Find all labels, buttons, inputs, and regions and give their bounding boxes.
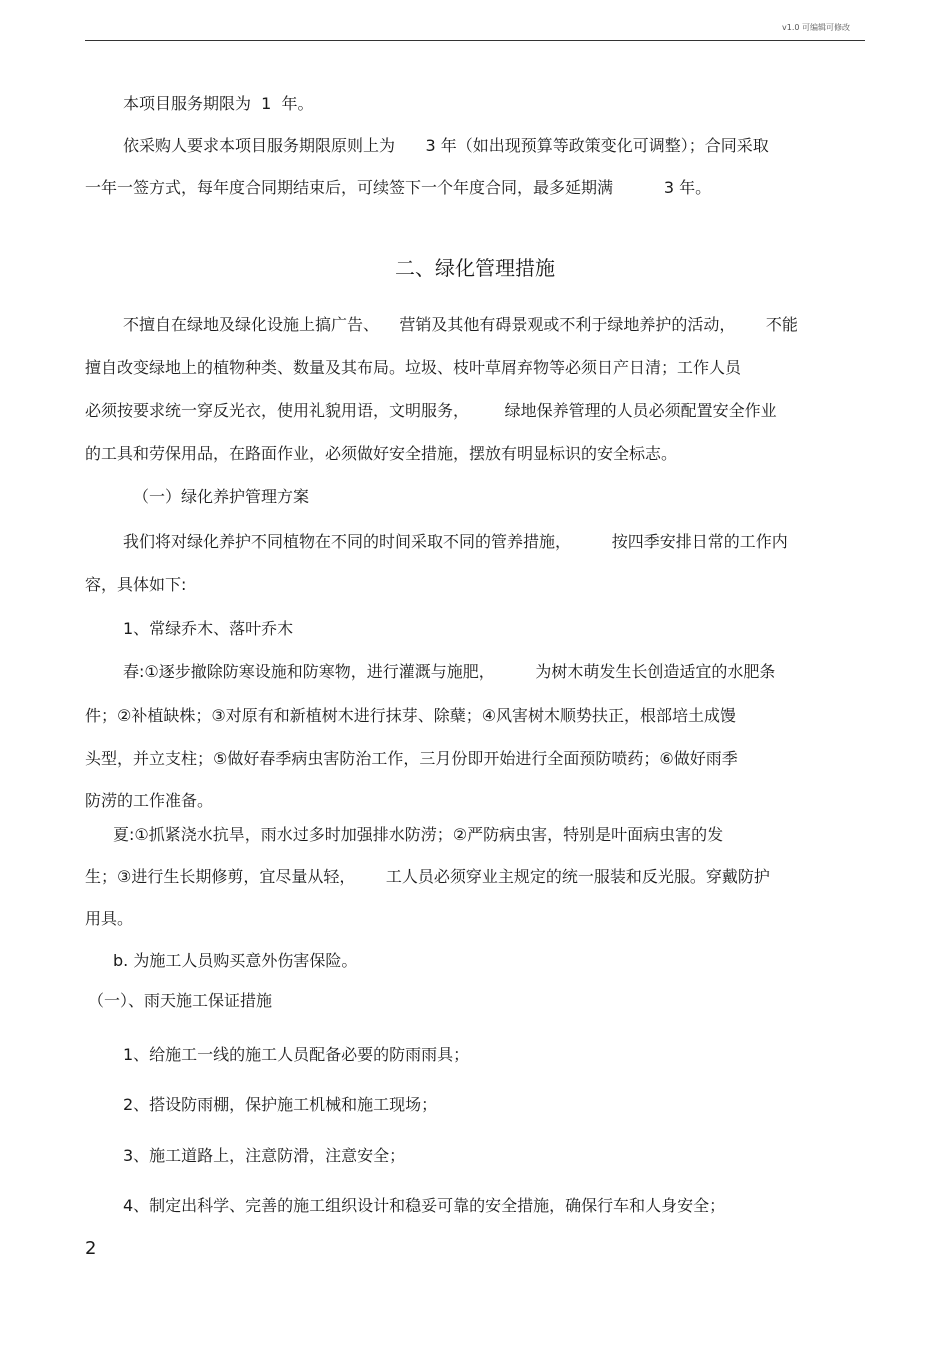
paragraph-line: 一年一签方式，每年度合同期结束后，可续签下一个年度合同，最多延期满 3 年。: [85, 178, 712, 197]
paragraph-line: 生；③进行生长期修剪，宜尽量从轻， 工人员必须穿业主规定的统一服装和反光服。穿戴防护: [85, 867, 770, 886]
page-number: 2: [85, 1238, 97, 1259]
list-item: 1、给施工一线的施工人员配备必要的防雨雨具；: [123, 1045, 470, 1064]
paragraph-line: 头型，并立支柱；⑤做好春季病虫害防治工作，三月份即开始进行全面预防喷药；⑥做好雨季: [85, 749, 738, 768]
paragraph-line: b. 为施工人员购买意外伤害保险。: [113, 951, 358, 970]
paragraph-line: 依采购人要求本项目服务期限原则上为 3 年（如出现预算等政策变化可调整）；合同采取: [123, 136, 769, 155]
paragraph-line: 擅自改变绿地上的植物种类、数量及其布局。垃圾、枝叶草屑弃物等必须日产日清；工作人员: [85, 358, 742, 377]
paragraph-line: 必须按要求统一穿反光衣，使用礼貌用语，文明服务， 绿地保养管理的人员必须配置安全作业: [85, 401, 777, 420]
paragraph-line: 春:①逐步撤除防寒设施和防寒物，进行灌溉与施肥， 为树木萌发生长创造适宜的水肥条: [123, 662, 776, 681]
version-note: v1.0 可编辑可修改: [782, 23, 850, 32]
paragraph-line: 的工具和劳保用品，在路面作业，必须做好安全措施，摆放有明显标识的安全标志。: [85, 444, 678, 463]
paragraph-line: 用具。: [85, 909, 134, 928]
list-item: 2、搭设防雨棚，保护施工机械和施工现场；: [123, 1095, 438, 1114]
paragraph-line: 防涝的工作准备。: [85, 791, 214, 810]
service-period-line: 本项目服务期限为 1 年。: [123, 94, 314, 113]
list-item: 4、制定出科学、完善的施工组织设计和稳妥可靠的安全措施，确保行车和人身安全；: [123, 1196, 726, 1215]
paragraph-line: 不擅自在绿地及绿化设施上搞广告、 营销及其他有碍景观或不利于绿地养护的活动， 不能: [123, 315, 798, 334]
section-title: 二、绿化管理措施: [395, 256, 555, 280]
header-rule: [85, 40, 865, 41]
paragraph-line: 夏:①抓紧浇水抗旱，雨水过多时加强排水防涝；②严防病虫害，特别是叶面病虫害的发: [113, 825, 724, 844]
paragraph-line: 件；②补植缺株；③对原有和新植树木进行抹芽、除蘖；④风害树木顺势扶正，根部培土成馒: [85, 706, 737, 725]
list-heading: 1、常绿乔木、落叶乔木: [123, 619, 294, 638]
list-item: 3、施工道路上，注意防滑，注意安全；: [123, 1146, 406, 1165]
paragraph-line: 容，具体如下:: [85, 575, 187, 594]
subsection-heading: （一）绿化养护管理方案: [133, 487, 310, 506]
paragraph-line: 我们将对绿化养护不同植物在不同的时间采取不同的管养措施， 按四季安排日常的工作内: [123, 532, 788, 551]
subsection-heading: （一）、雨天施工保证措施: [88, 991, 273, 1010]
